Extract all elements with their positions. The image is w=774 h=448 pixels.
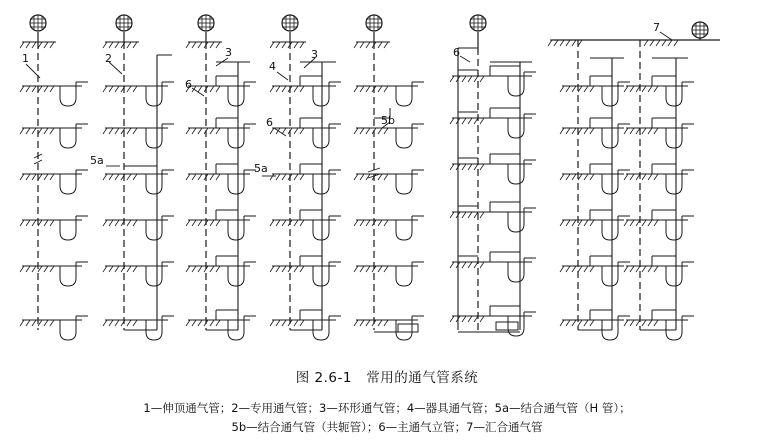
callout-5a-left: 5a xyxy=(90,154,104,167)
system-1-vent-through-roof xyxy=(20,15,88,340)
callout-5b: 5b xyxy=(381,114,395,127)
callout-6-b: 6 xyxy=(266,116,273,129)
callout-6-a: 6 xyxy=(185,78,192,91)
figure-caption xyxy=(0,366,774,437)
system-5b-yoke-vent xyxy=(354,15,424,340)
figure-title: 图 2.6-1 常用的通气管系统 xyxy=(295,370,479,386)
legend-line-2: 5b—结合通气管（共轭管）；6—主通气立管；7—汇合通气管 xyxy=(231,420,543,434)
callout-1: 1 xyxy=(22,52,29,65)
callout-3-b: 3 xyxy=(311,48,318,61)
callout-5a-right: 5a xyxy=(254,162,268,175)
system-6-main-vent-stack xyxy=(450,15,536,336)
system-7-header-vent xyxy=(548,22,720,340)
legend-line-1: 1—伸顶通气管；2—专用通气管；3—环形通气管；4—器具通气管；5a—结合通气管（H 管）； xyxy=(143,401,631,415)
callout-4: 4 xyxy=(269,60,276,73)
callout-3: 3 xyxy=(225,46,232,59)
callout-7: 7 xyxy=(653,21,660,34)
callout-2: 2 xyxy=(105,52,112,65)
callout-6-c: 6 xyxy=(453,46,460,59)
system-2-dedicated-vent xyxy=(103,15,174,340)
system-3-loop-vent xyxy=(186,15,256,340)
